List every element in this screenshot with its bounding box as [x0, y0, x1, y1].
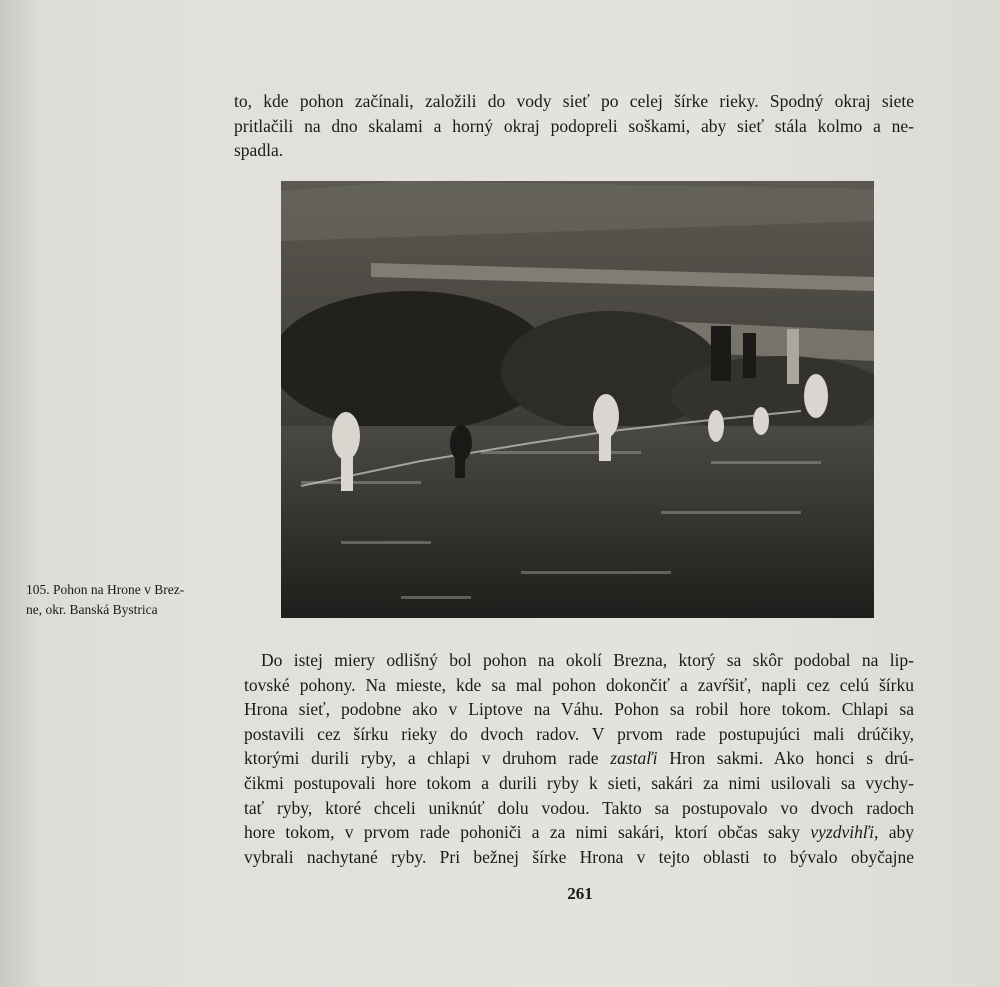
text-line: Hrona sieť, podobne ako v Liptove na Váhu. Pohon sa robil hore tokom. Chlapi sa — [244, 699, 914, 720]
paragraph-top — [234, 89, 914, 163]
text-line: Do istej miery odlišný bol pohon na okolí Brezna, ktorý sa skôr podobal na lip- — [261, 650, 914, 670]
text-fragment: Hron sakmi. Ako honci s drú- — [657, 748, 914, 769]
paragraph-bottom — [244, 648, 914, 869]
text-line: vybrali nachytané ryby. Pri bežnej šírke Hrona v tejto oblasti to bývalo obyčajne — [244, 846, 914, 867]
text-line: tovské pohony. Na mieste, kde sa mal pohon dokončiť a zavŕšiť, napli cez celú šírku — [244, 674, 914, 695]
text-line: to, kde pohon začínali, založili do vody sieť po celej šírke rieky. Spodný okraj siete — [234, 91, 914, 111]
italic-term: vyzdvihľi — [810, 822, 875, 843]
text-line — [244, 820, 914, 845]
caption-line: ne, okr. Banská Bystrica — [26, 602, 158, 617]
text-fragment: , aby — [874, 822, 914, 843]
text-line: spadla. — [234, 140, 284, 161]
text-fragment: ktorými durili ryby, a chlapi v druhom rade — [244, 748, 611, 769]
page-number: 261 — [567, 884, 593, 903]
text-fragment: hore tokom, v prvom rade pohoniči a za nimi sakári, ktorí občas saky — [244, 822, 811, 843]
river-fishing-photo — [281, 181, 874, 618]
text-line — [244, 746, 914, 771]
caption-line: 105. Pohon na Hrone v Brez- — [26, 582, 185, 597]
text-line: pritlačili na dno skalami a horný okraj podopreli soškami, aby sieť stála kolmo a ne- — [234, 115, 914, 136]
text-line: čikmi postupovali hore tokom a durili ryby k sieti, sakári za nimi usilovali sa vychy- — [244, 772, 914, 793]
text-line: tať ryby, ktoré chceli uniknúť dolu vodou. Takto sa postupovalo vo dvoch radoch — [244, 797, 914, 818]
figure-caption — [26, 580, 226, 620]
italic-term: zastaľi — [610, 748, 658, 769]
text-line: postavili cez šírku rieky do dvoch radov. V prvom rade postupujúci mali drúčiky, — [244, 723, 914, 744]
